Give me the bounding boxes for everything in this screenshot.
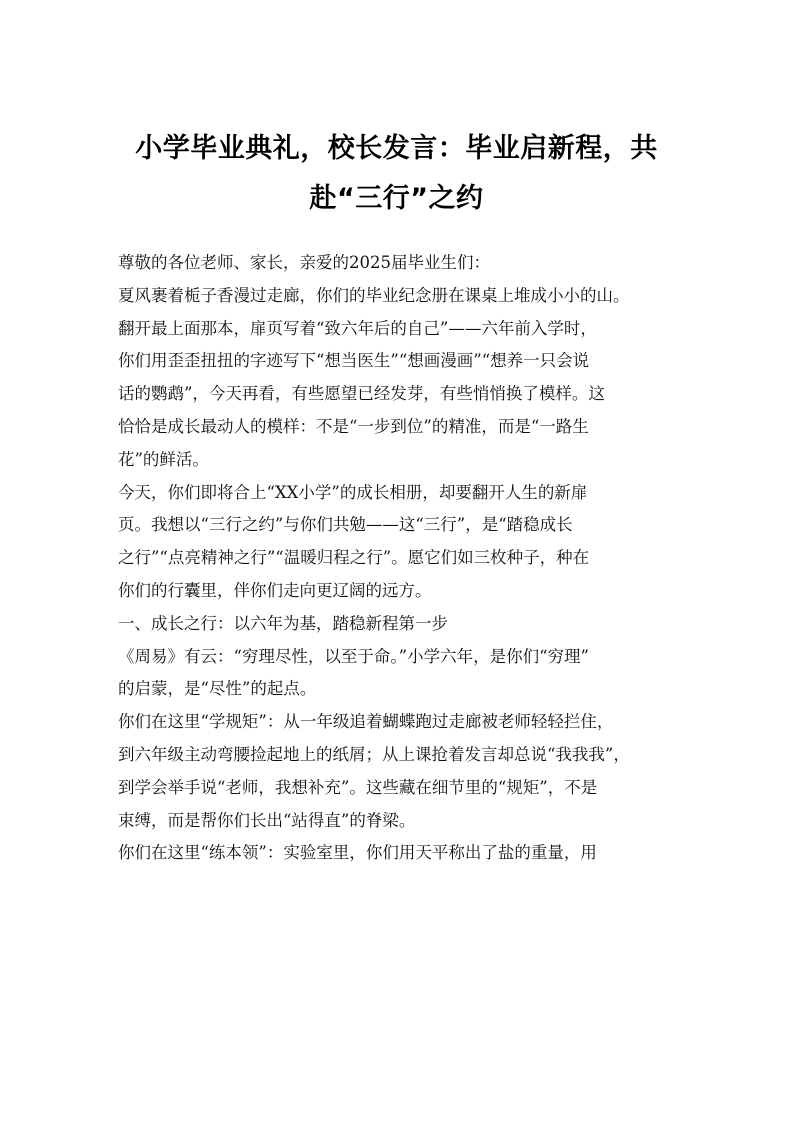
- text-line: 尊敬的各位老师、家长，亲爱的2025届毕业生们：: [118, 253, 490, 272]
- text-line: 束缚，而是帮你们长出“站得直”的脊梁。: [118, 810, 416, 830]
- text-line: 你们在这里“练本领”：实验室里，你们用天平称出了盐的重量，用: [118, 843, 597, 863]
- text-line: 话的鹦鹉”，今天再看，有些愿望已经发芽，有些悄悄换了模样。这: [118, 384, 605, 404]
- section-heading: 一、成长之行：以六年为基，踏稳新程第一步: [118, 613, 448, 633]
- text-line: 页。我想以“三行之约”与你们共勉——这“三行”，是“踏稳成长: [118, 515, 573, 535]
- text-line: 花”的鲜活。: [118, 449, 209, 469]
- text-line: 今天，你们即将合上“XX小学”的成长相册，却要翻开人生的新扉: [118, 482, 588, 502]
- document-title-line-2: 赴“三行”之约: [309, 183, 484, 214]
- text-line: 的启蒙，是“尽性”的起点。: [118, 679, 317, 699]
- text-line: 翻开最上面那本，扉页写着“致六年后的自己”——六年前入学时，: [118, 318, 597, 338]
- text-line: 你们用歪歪扭扭的字迹写下“想当医生”“想画漫画”“想养一只会说: [118, 351, 590, 371]
- text-line: 夏风裹着栀子香漫过走廊，你们的毕业纪念册在课桌上堆成小小的山。: [118, 285, 630, 305]
- document-title-line-1: 小学毕业典礼，校长发言：毕业启新程，共: [135, 133, 658, 164]
- text-line: 你们的行囊里，伴你们走向更辽阔的远方。: [118, 580, 432, 600]
- document-body: [118, 247, 678, 870]
- text-line: 《周易》有云：“穷理尽性，以至于命。”小学六年，是你们“穷理”: [118, 646, 589, 666]
- text-line: 之行”“点亮精神之行”“温暖归程之行”。愿它们如三枚种子，种在: [118, 548, 590, 568]
- text-line: 恰恰是成长最动人的模样：不是“一步到位”的精准，而是“一路生: [118, 416, 589, 436]
- text-line: 你们在这里“学规矩”：从一年级追着蝴蝶跑过走廊被老师轻轻拦住，: [118, 712, 614, 732]
- text-line: 到六年级主动弯腰捡起地上的纸屑；从上课抢着发言却总说“我我我”，: [118, 744, 630, 764]
- text-line: 到学会举手说“老师，我想补充”。这些藏在细节里的“规矩”，不是: [118, 777, 598, 797]
